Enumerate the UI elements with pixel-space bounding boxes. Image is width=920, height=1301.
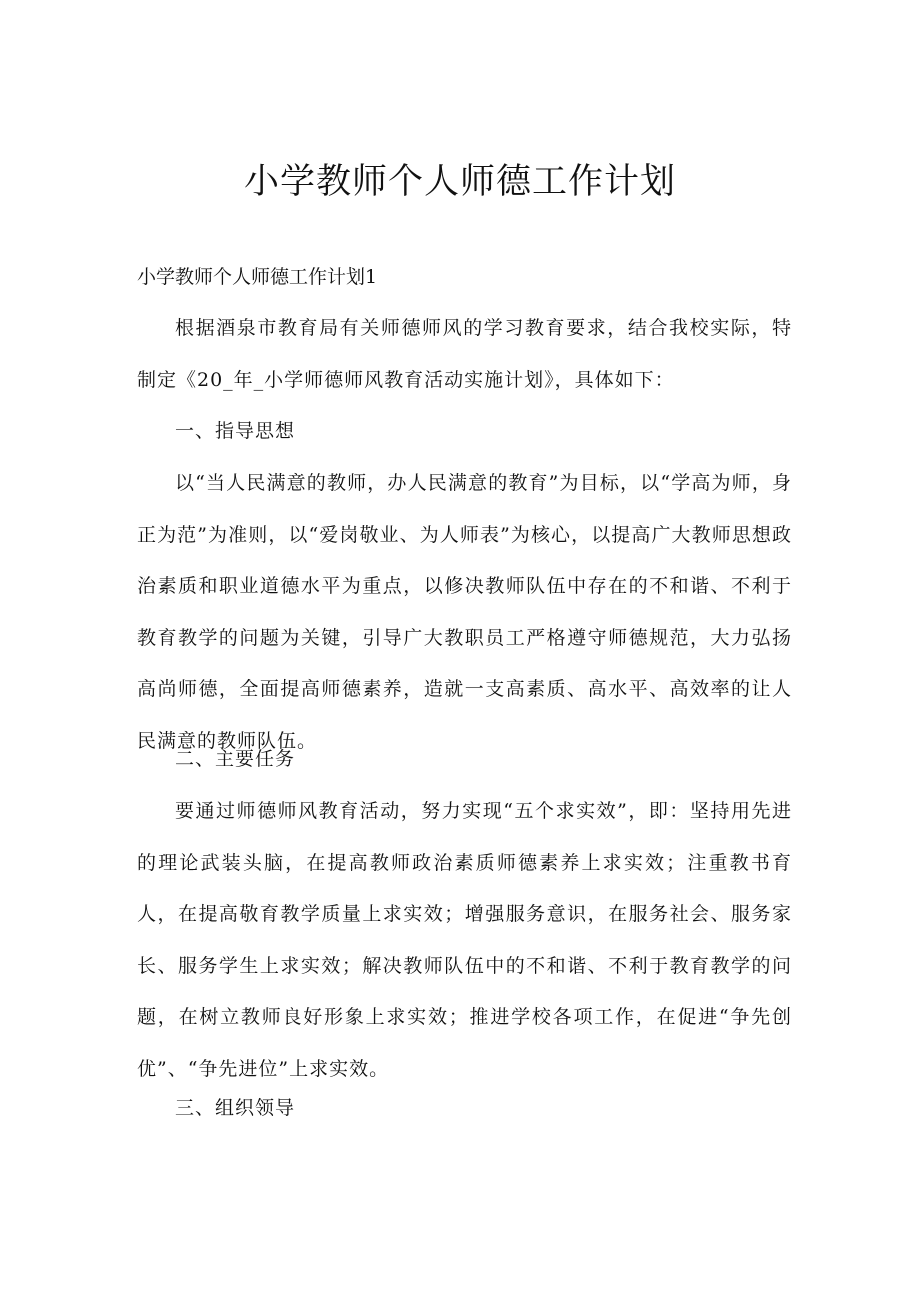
section-2-heading: 二、主要任务	[175, 748, 296, 770]
document-title: 小学教师个人师德工作计划	[243, 162, 676, 202]
section-3-heading: 三、组织领导	[175, 1097, 296, 1119]
section-1-body: 以“当人民满意的教师，办人民满意的教育”为目标，以“学高为师，身正为范”为准则，以“爱岗敬业、为人师表”为核心，以提高广大教师思想政治素质和职业道德水平为重点，以修决教师队伍中存在的不和谐、不利于教育教学的问题为关键，引导广大教职员工严格遵守师德规范，大力弘扬高尚师德，全面提高师德素养，造就一支高素质、高水平、高效率的让人民满意的教师队伍。	[137, 472, 792, 752]
section-2-body: 要通过师德师风教育活动，努力实现“五个求实效”，即：坚持用先进的理论武装头脑，在提高教师政治素质师德素养上求实效；注重教书育人，在提高敬育教学质量上求实效；增强服务意识，在服务社会、服务家长、服务学生上求实效；解决教师队伍中的不和谐、不利于教育教学的问题，在树立教师良好形象上求实效；推进学校各项工作，在促进“争先创优”、“争先进位”上求实效。	[137, 800, 792, 1080]
section-1-heading: 一、指导思想	[175, 420, 296, 442]
intro-paragraph: 根据酒泉市教育局有关师德师风的学习教育要求，结合我校实际，特制定《20_年_小学师德师风教育活动实施计划》，具体如下：	[137, 317, 792, 391]
document-subtitle: 小学教师个人师德工作计划1	[137, 266, 378, 288]
